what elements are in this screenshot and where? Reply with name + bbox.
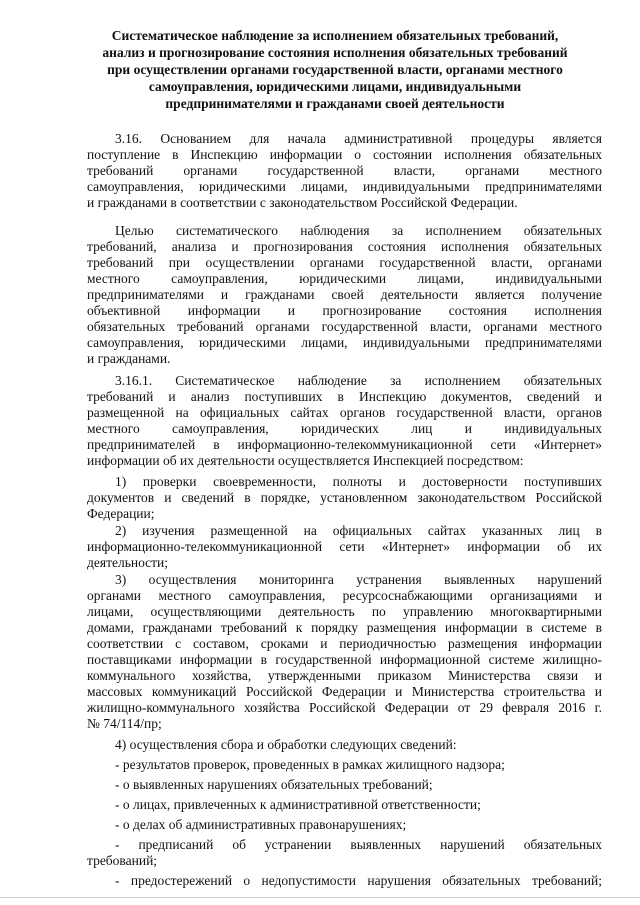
text-line: требований и анализ поступивших в Инспекцию документов, сведений и bbox=[87, 389, 602, 404]
text-line: - о выявленных нарушениях обязательных требований; bbox=[115, 777, 433, 792]
text-line: обязательных требований органами государственной власти, органами местного bbox=[87, 319, 602, 334]
text-line: - предписаний об устранении выявленных нарушений обязательных bbox=[115, 837, 602, 852]
text-line: местного самоуправления, юридических лиц и индивидуальных bbox=[87, 421, 602, 436]
text-line: требований органами государственной власти, органами местного bbox=[87, 163, 602, 178]
text-line: 2) изучения размещенной на официальных сайтах указанных лиц в bbox=[115, 523, 602, 538]
text-line: местного самоуправления, юридическими лицами, индивидуальными bbox=[87, 271, 602, 286]
text-line: массовых коммуникаций Российской Федерации и Министерства строительства и bbox=[87, 684, 602, 699]
text-line: размещенной на официальных сайтах органов государственной власти, органов bbox=[87, 405, 602, 420]
text-line: домами, гражданами требований к порядку размещения информации в системе в bbox=[87, 620, 602, 635]
text-line: информационно-телекоммуникационной сети «Интернет» информации об их bbox=[87, 539, 602, 554]
text-line: и гражданами в соответствии с законодательством Российской Федерации. bbox=[87, 195, 518, 210]
text-line: - предостережений о недопустимости нарушения обязательных требований; bbox=[115, 873, 602, 888]
text-line: предпринимателями и гражданами своей деятельности является получение bbox=[87, 287, 602, 302]
text-line: самоуправления, юридическими лицами, индивидуальными предпринимателями bbox=[87, 335, 602, 350]
text-line: - о делах об административных правонарушениях; bbox=[115, 817, 407, 832]
text-line: 3.16.1. Систематическое наблюдение за исполнением обязательных bbox=[115, 373, 602, 388]
text-line: № 74/114/пр; bbox=[87, 716, 162, 731]
text-line: жилищно-коммунального хозяйства Российской Федерации от 29 февраля 2016 г. bbox=[87, 700, 602, 715]
text-line: 4) осуществления сбора и обработки следующих сведений: bbox=[115, 737, 457, 752]
text-line: поступление в Инспекцию информации о состоянии исполнения обязательных bbox=[87, 147, 602, 162]
text-line: предпринимателей в информационно-телекоммуникационной сети «Интернет» bbox=[87, 437, 602, 452]
text-line: 3) осуществления мониторинга устранения выявленных нарушений bbox=[115, 572, 602, 587]
text-line: органами местного самоуправления, ресурсоснабжающими организациями и bbox=[87, 588, 602, 603]
heading-line: предпринимателями и гражданами своей деятельности bbox=[165, 96, 505, 111]
text-line: самоуправления, юридическими лицами, индивидуальными предпринимателями bbox=[87, 179, 602, 194]
heading-line: при осуществлении органами государственной власти, органами местного bbox=[107, 62, 563, 77]
section-heading bbox=[70, 27, 600, 112]
page-edge-rule bbox=[0, 897, 640, 898]
text-line: требований; bbox=[87, 853, 158, 868]
text-line: - результатов проверок, проведенных в рамках жилищного надзора; bbox=[115, 757, 505, 772]
text-line: лицами, осуществляющими деятельность по управлению многоквартирными bbox=[87, 604, 602, 619]
heading-line: самоуправления, юридическими лицами, индивидуальными bbox=[148, 79, 522, 94]
text-line: соответствии с составом, сроками и периодичностью размещения информации bbox=[87, 636, 602, 651]
text-line: требований при осуществлении органами государственной власти, органами bbox=[87, 255, 602, 270]
text-line: Федерации; bbox=[87, 506, 155, 521]
text-line: коммунального хозяйства, утвержденными приказом Министерства связи и bbox=[87, 668, 602, 683]
text-line: документов и сведений в порядке, установленном законодательством Российской bbox=[87, 490, 602, 505]
text-line: объективной информации и прогнозирование состояния исполнения bbox=[87, 303, 602, 318]
text-line: требований, анализа и прогнозирования состояния исполнения обязательных bbox=[87, 239, 602, 254]
text-line: - о лицах, привлеченных к административной ответственности; bbox=[115, 797, 481, 812]
text-line: Целью систематического наблюдения за исполнением обязательных bbox=[115, 223, 602, 238]
text-line: информации об их деятельности осуществляется Инспекцией посредством: bbox=[87, 453, 524, 468]
text-line: поставщиками информации в государственной информационной системе жилищно- bbox=[87, 652, 602, 667]
heading-line: анализ и прогнозирование состояния исполнения обязательных требований bbox=[102, 45, 568, 60]
text-line: деятельности; bbox=[87, 555, 169, 570]
text-line: 3.16. Основанием для начала административной процедуры является bbox=[115, 131, 602, 146]
text-line: и гражданами. bbox=[87, 351, 171, 366]
heading-line: Систематическое наблюдение за исполнением обязательных требований, bbox=[111, 28, 559, 43]
text-line: 1) проверки своевременности, полноты и достоверности поступивших bbox=[115, 474, 602, 489]
